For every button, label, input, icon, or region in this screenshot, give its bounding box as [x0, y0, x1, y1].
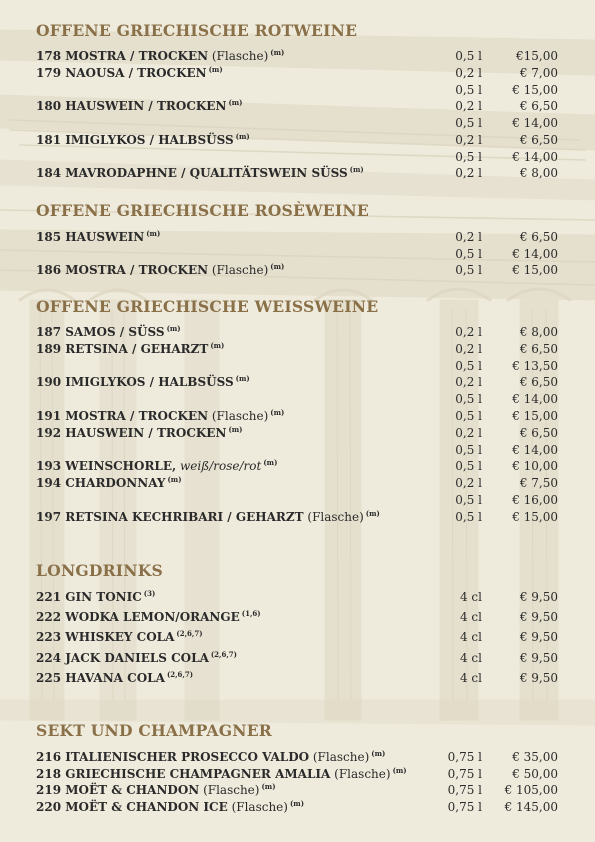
item-name: MOËT & CHANDON — [65, 783, 200, 797]
item-price: € 9,50 — [519, 610, 558, 624]
item-label — [36, 670, 193, 686]
item-name: RETSINA KECHRIBARI / GEHARZT — [65, 510, 304, 524]
menu-item-row — [36, 341, 558, 357]
menu-item-row — [36, 262, 558, 278]
item-name: MOSTRA / TROCKEN — [65, 263, 209, 277]
item-price: € 15,00 — [512, 409, 558, 423]
item-price: € 15,00 — [512, 510, 558, 524]
item-footnote: (1,6) — [241, 609, 261, 618]
menu-item-row — [36, 65, 558, 81]
item-label — [36, 782, 276, 798]
item-volume: 0,2 l — [455, 166, 482, 180]
item-volume: 0,2 l — [455, 325, 482, 339]
item-price: € 15,00 — [512, 82, 558, 97]
item-price: € 16,00 — [512, 492, 558, 507]
item-label — [36, 475, 182, 491]
item-footnote: (2,6,7) — [176, 629, 203, 638]
item-number: 218 — [36, 767, 62, 781]
item-label — [36, 799, 304, 815]
item-extra: (Flasche) — [199, 783, 260, 797]
menu-item-row — [36, 324, 558, 340]
item-price: € 10,00 — [512, 459, 558, 473]
item-footnote: (m) — [235, 132, 250, 141]
item-label — [36, 509, 380, 525]
item-volume: 0,5 l — [455, 510, 482, 524]
item-label — [36, 98, 242, 114]
item-number: 185 — [36, 230, 62, 244]
menu-item-row — [36, 391, 558, 407]
item-name: HAUSWEIN / TROCKEN — [65, 426, 227, 440]
menu-item-row — [36, 799, 558, 815]
menu-item-row — [36, 766, 558, 782]
item-footnote: (m) — [270, 48, 285, 57]
item-volume: 0,2 l — [455, 133, 482, 147]
item-price: € 9,50 — [519, 671, 558, 685]
item-price: € 13,50 — [512, 358, 558, 373]
section-title: OFFENE GRIECHISCHE WEISSWEINE — [36, 297, 379, 316]
item-footnote: (m) — [289, 799, 304, 808]
item-name: WODKA LEMON/ORANGE — [65, 610, 240, 624]
item-number: 192 — [36, 426, 62, 440]
item-name: IMIGLYKOS / HALBSÜSS — [65, 133, 234, 147]
item-price: € 9,50 — [519, 651, 558, 665]
item-number: 220 — [36, 800, 62, 814]
menu-item-row — [36, 115, 558, 131]
item-label — [36, 374, 250, 390]
menu-item-row — [36, 629, 558, 645]
item-price: € 6,50 — [519, 342, 558, 356]
item-extra: (Flasche) — [208, 49, 269, 63]
item-label — [36, 132, 250, 148]
item-label — [36, 65, 223, 81]
menu-item-row — [36, 509, 558, 525]
item-name: CHARDONNAY — [65, 476, 166, 490]
item-label — [36, 609, 261, 625]
item-volume: 4 cl — [459, 590, 482, 604]
item-volume: 0,5 l — [455, 263, 482, 277]
item-price: € 8,00 — [519, 325, 558, 339]
item-extra: (Flasche) — [309, 750, 370, 764]
item-footnote: (m) — [228, 425, 243, 434]
item-name: IMIGLYKOS / HALBSÜSS — [65, 375, 234, 389]
item-name: MAVRODAPHNE / QUALITÄTSWEIN SÜSS — [65, 166, 348, 180]
item-price: €15,00 — [516, 49, 558, 63]
item-volume: 0,2 l — [455, 426, 482, 440]
menu-item-row — [36, 408, 558, 424]
menu-item-row — [36, 749, 558, 765]
item-number: 224 — [36, 651, 62, 665]
menu-item-row — [36, 132, 558, 148]
item-footnote: (m) — [228, 98, 243, 107]
item-name: WHISKEY COLA — [65, 630, 175, 644]
item-label — [36, 229, 160, 245]
item-footnote: (m) — [208, 65, 223, 74]
item-label — [36, 165, 364, 181]
menu-item-row — [36, 358, 558, 374]
item-extra: (Flasche) — [303, 510, 364, 524]
item-number: 223 — [36, 630, 62, 644]
item-number: 181 — [36, 133, 62, 147]
menu-item-row — [36, 589, 558, 605]
item-number: 179 — [36, 66, 62, 80]
item-number: 189 — [36, 342, 62, 356]
item-price: € 105,00 — [504, 783, 558, 797]
item-volume: 0,5 l — [455, 409, 482, 423]
item-volume: 4 cl — [459, 671, 482, 685]
item-volume: 0,5 l — [455, 391, 482, 406]
item-price: € 6,50 — [519, 133, 558, 147]
item-price: € 6,50 — [519, 375, 558, 389]
item-volume: 0,75 l — [447, 783, 482, 797]
item-label — [36, 341, 224, 357]
item-volume: 0,5 l — [455, 358, 482, 373]
item-footnote: (m) — [365, 509, 380, 518]
item-number: 225 — [36, 671, 62, 685]
item-volume: 4 cl — [459, 610, 482, 624]
menu-item-row — [36, 442, 558, 458]
item-extra: (Flasche) — [227, 800, 288, 814]
item-volume: 4 cl — [459, 630, 482, 644]
item-price: € 9,50 — [519, 590, 558, 604]
item-price: € 14,00 — [512, 391, 558, 406]
item-price: € 15,00 — [512, 263, 558, 277]
item-number: 184 — [36, 166, 62, 180]
item-number: 197 — [36, 510, 62, 524]
item-volume: 0,2 l — [455, 375, 482, 389]
item-name: RETSINA / GEHARZT — [65, 342, 209, 356]
menu-item-row — [36, 458, 558, 474]
item-volume: 0,2 l — [455, 99, 482, 113]
item-volume: 4 cl — [459, 651, 482, 665]
item-number: 216 — [36, 750, 62, 764]
item-volume: 0,5 l — [455, 492, 482, 507]
item-name: GRIECHISCHE CHAMPAGNER AMALIA — [65, 767, 331, 781]
menu-item-row — [36, 229, 558, 245]
menu-item-row — [36, 374, 558, 390]
item-footnote: (2,6,7) — [166, 670, 194, 679]
item-footnote: (m) — [261, 782, 276, 791]
item-volume: 0,5 l — [455, 442, 482, 457]
item-number: 219 — [36, 783, 62, 797]
section-title: OFFENE GRIECHISCHE ROTWEINE — [36, 21, 358, 40]
item-footnote: (m) — [270, 408, 285, 417]
item-name: SAMOS / SÜSS — [65, 325, 165, 339]
item-price: € 6,50 — [519, 230, 558, 244]
item-volume: 0,5 l — [455, 49, 482, 63]
item-label — [36, 324, 181, 340]
item-volume: 0,5 l — [455, 246, 482, 261]
item-number: 194 — [36, 476, 62, 490]
menu-item-row — [36, 165, 558, 181]
menu-item-row — [36, 782, 558, 798]
item-footnote: (3) — [143, 589, 156, 598]
item-number: 193 — [36, 459, 62, 473]
item-label — [36, 408, 284, 424]
item-extra: (Flasche) — [330, 767, 391, 781]
item-volume: 0,2 l — [455, 476, 482, 490]
item-name: JACK DANIELS COLA — [65, 651, 209, 665]
item-number: 178 — [36, 49, 62, 63]
section-title: OFFENE GRIECHISCHE ROSÈWEINE — [36, 201, 369, 220]
item-label — [36, 262, 284, 278]
item-footnote: (m) — [263, 458, 278, 467]
item-volume: 0,75 l — [447, 750, 482, 764]
item-volume: 0,5 l — [455, 459, 482, 473]
item-volume: 0,2 l — [455, 230, 482, 244]
item-volume: 0,5 l — [455, 115, 482, 130]
menu-item-row — [36, 475, 558, 491]
item-extra: (Flasche) — [208, 263, 269, 277]
menu-item-row — [36, 425, 558, 441]
item-footnote: (2,6,7) — [210, 650, 237, 659]
item-footnote: (m) — [210, 341, 225, 350]
item-number: 221 — [36, 590, 62, 604]
item-name: HAVANA COLA — [65, 671, 165, 685]
item-footnote: (m) — [371, 749, 386, 758]
menu-item-row — [36, 149, 558, 165]
item-volume: 0,5 l — [455, 149, 482, 164]
item-volume: 0,2 l — [455, 342, 482, 356]
item-name: HAUSWEIN — [65, 230, 145, 244]
item-number: 191 — [36, 409, 62, 423]
item-number: 187 — [36, 325, 62, 339]
menu-item-row — [36, 246, 558, 262]
item-price: € 6,50 — [519, 426, 558, 440]
item-footnote: (m) — [166, 324, 181, 333]
item-label — [36, 629, 203, 645]
menu-item-row — [36, 609, 558, 625]
item-volume: 0,75 l — [447, 800, 482, 814]
item-footnote: (m) — [146, 229, 161, 238]
item-name: MOËT & CHANDON ICE — [65, 800, 228, 814]
item-extra: weiß/rose/rot — [176, 459, 262, 473]
item-label — [36, 650, 237, 666]
item-label — [36, 589, 155, 605]
item-label — [36, 458, 277, 474]
item-label — [36, 425, 242, 441]
item-extra: (Flasche) — [208, 409, 269, 423]
item-price: € 35,00 — [512, 750, 558, 764]
item-footnote: (m) — [392, 766, 407, 775]
item-price: € 14,00 — [512, 442, 558, 457]
item-price: € 145,00 — [504, 800, 558, 814]
menu-item-row — [36, 650, 558, 666]
item-price: € 6,50 — [519, 99, 558, 113]
item-name: WEINSCHORLE, — [65, 459, 177, 473]
menu-item-row — [36, 48, 558, 64]
item-footnote: (m) — [235, 374, 250, 383]
item-label — [36, 48, 284, 64]
item-label — [36, 749, 385, 765]
item-name: MOSTRA / TROCKEN — [65, 49, 209, 63]
item-price: € 7,50 — [519, 476, 558, 490]
item-volume: 0,2 l — [455, 66, 482, 80]
item-number: 180 — [36, 99, 62, 113]
item-name: ITALIENISCHER PROSECCO VALDO — [65, 750, 310, 764]
section-title: SEKT UND CHAMPAGNER — [36, 721, 272, 740]
item-price: € 14,00 — [512, 149, 558, 164]
item-price: € 7,00 — [519, 66, 558, 80]
item-number: 222 — [36, 610, 62, 624]
item-price: € 8,00 — [519, 166, 558, 180]
item-name: NAOUSA / TROCKEN — [65, 66, 207, 80]
item-footnote: (m) — [167, 475, 182, 484]
item-number: 186 — [36, 263, 62, 277]
menu-item-row — [36, 98, 558, 114]
item-price: € 14,00 — [512, 115, 558, 130]
item-price: € 9,50 — [519, 630, 558, 644]
item-name: GIN TONIC — [65, 590, 142, 604]
item-number: 190 — [36, 375, 62, 389]
item-footnote: (m) — [270, 262, 285, 271]
menu-item-row — [36, 670, 558, 686]
menu-item-row — [36, 82, 558, 98]
item-footnote: (m) — [349, 165, 364, 174]
item-name: MOSTRA / TROCKEN — [65, 409, 209, 423]
section-title: LONGDRINKS — [36, 561, 163, 580]
item-label — [36, 766, 407, 782]
item-volume: 0,5 l — [455, 82, 482, 97]
menu-item-row — [36, 492, 558, 508]
item-price: € 14,00 — [512, 246, 558, 261]
item-name: HAUSWEIN / TROCKEN — [65, 99, 227, 113]
item-volume: 0,75 l — [447, 767, 482, 781]
item-price: € 50,00 — [512, 767, 558, 781]
